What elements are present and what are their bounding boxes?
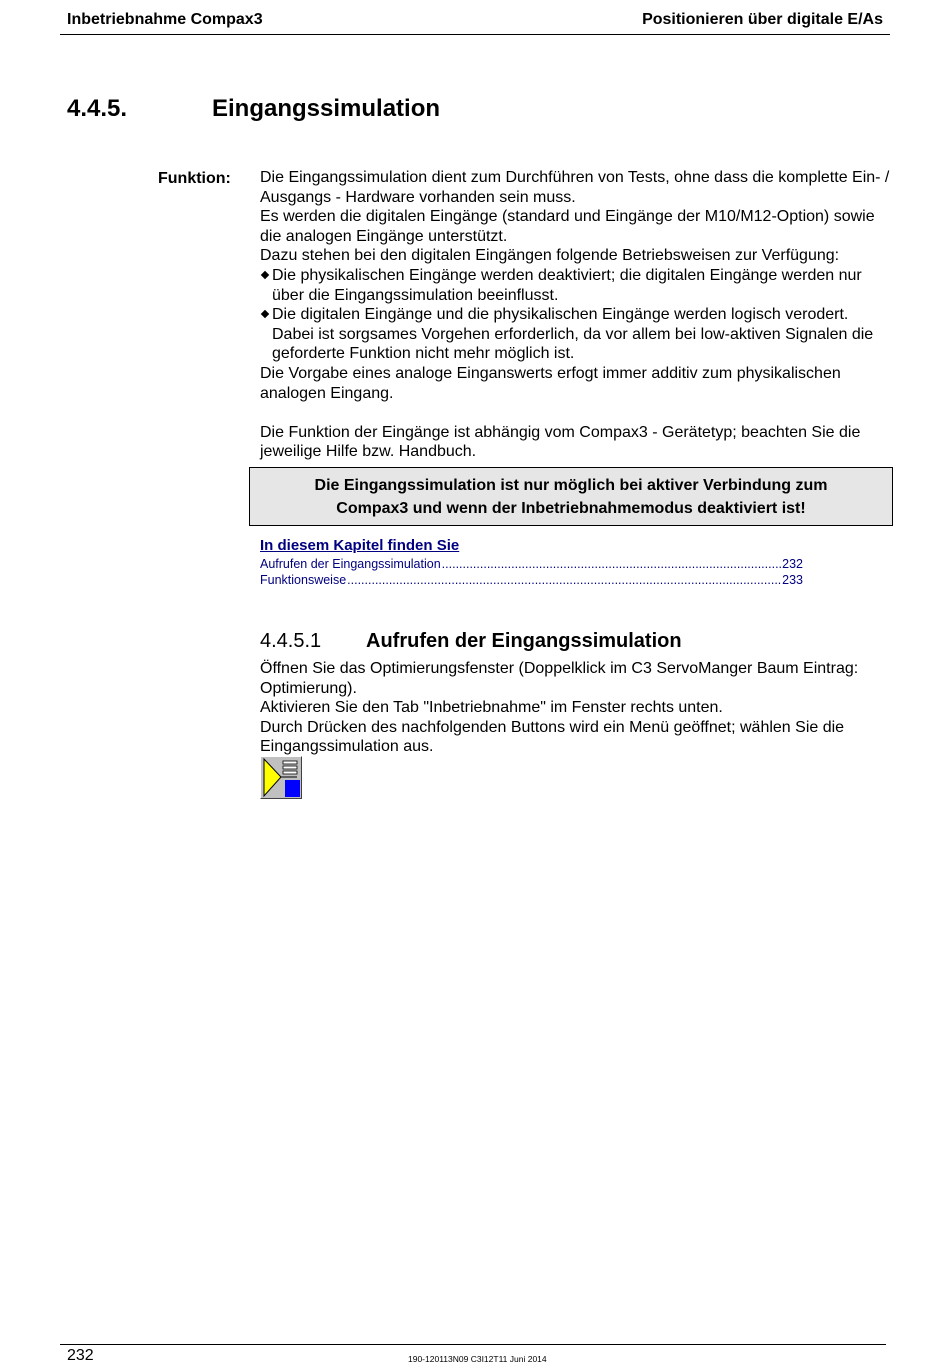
header-left-title: Inbetriebnahme Compax3 [67,11,263,28]
input-simulation-button[interactable] [260,756,302,799]
toc-leader [347,573,781,587]
toc-entry-label[interactable]: Aufrufen der Eingangssimulation [260,557,441,571]
spacer [260,403,890,423]
subsection-body [260,659,890,757]
footer-rule [60,1344,886,1345]
document-id: 190-120113N09 C3I12T11 Juni 2014 [408,1354,547,1364]
toc-entry-funktionsweise[interactable] [260,573,803,587]
toc-entry-aufrufen[interactable] [260,557,803,571]
input-simulation-icon [261,757,301,798]
toc-leader [442,557,781,571]
toc-heading[interactable]: In diesem Kapitel finden Sie [260,537,460,554]
subsection-number: 4.4.5.1 [260,630,322,652]
subsection-title: Aufrufen der Eingangssimulation [366,630,682,652]
subsection-paragraph: Öffnen Sie das Optimierungsfenster (Doppelklick im C3 ServoManger Baum Eintrag: Optimierung). [260,660,859,697]
toc-entry-label[interactable]: Funktionsweise [260,573,347,587]
funktion-label: Funktion: [158,170,231,187]
toc-entry-page[interactable]: 232 [782,557,803,571]
subsection-paragraph: Durch Drücken des nachfolgenden Buttons wird ein Menü geöffnet; wählen Sie die Eingangssimulation aus. [260,718,845,756]
diamond-bullet-icon [261,310,269,318]
header-right-title: Positionieren über digitale E/As [642,11,883,28]
section-number: 4.4.5. [67,95,128,122]
header-rule [60,34,890,35]
section-title: Eingangssimulation [212,95,441,122]
notice-line: Die Eingangssimulation ist nur möglich bei aktiver Verbindung zum [314,476,828,494]
funktion-paragraph: Die Eingangssimulation dient zum Durchführen von Tests, ohne dass die komplette Ein- / Ausgangs - Hardware vorhanden sein muss. [260,169,890,206]
funktion-paragraph: Die Funktion der Eingänge ist abhängig vom Compax3 - Gerätetyp; beachten Sie die jeweilige Hilfe bzw. Handbuch. [260,423,861,461]
page-number: 232 [67,1347,94,1364]
bullet-item [260,305,890,364]
diamond-bullet-icon [261,271,269,279]
funktion-paragraph: Es werden die digitalen Eingänge (standard und Eingänge der M10/M12-Option) sowie die analogen Eingänge unterstützt. [260,208,875,245]
bullet-text: Die physikalischen Eingänge werden deaktiviert; die digitalen Eingänge werden nur über die Eingangssimulation beeinflusst. [272,266,862,304]
funktion-paragraph: Dazu stehen bei den digitalen Eingängen folgende Betriebsweisen zur Verfügung: [260,247,840,265]
subsection-paragraph: Aktivieren Sie den Tab "Inbetriebnahme" im Fenster rechts unten. [260,699,723,717]
notice-line: Compax3 und wenn der Inbetriebnahmemodus deaktiviert ist! [336,499,806,517]
bullet-item [260,266,890,305]
bullet-text: Die digitalen Eingänge und die physikalischen Eingänge werden logisch verodert. Dabei ist sorgsames Vorgehen erforderlich, da vor allem bei low-aktiven Signalen die geforderte Funktion nicht mehr möglich ist. [272,306,874,363]
funktion-body [260,168,890,462]
notice-box [249,467,893,526]
funktion-paragraph: Die Vorgabe eines analoge Einganswerts erfogt immer additiv zum physikalischen analogen Eingang. [260,364,841,402]
toc-entry-page[interactable]: 233 [782,573,803,587]
